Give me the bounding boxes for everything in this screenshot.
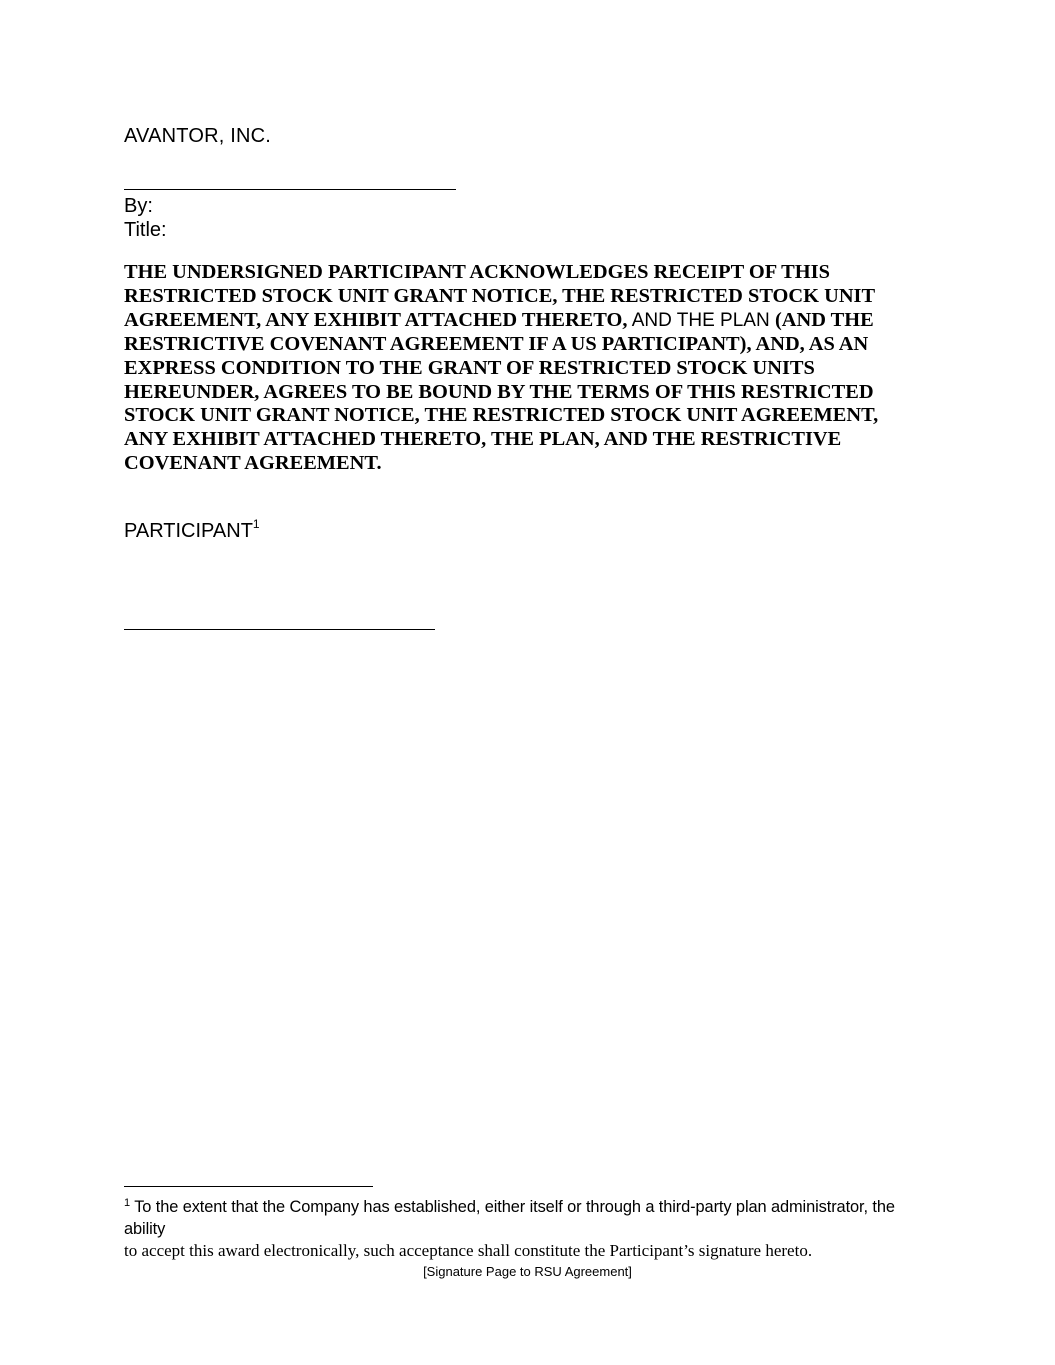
page-footer: [Signature Page to RSU Agreement] <box>423 1264 632 1279</box>
acknowledgement-text-part2: AND THE PLAN <box>627 309 775 331</box>
title-label: Title: <box>124 219 167 241</box>
company-signature-line <box>124 189 456 190</box>
participant-label <box>124 517 260 543</box>
footnote <box>124 1196 934 1261</box>
footnote-marker: 1 <box>124 1197 131 1209</box>
footnote-text-line1: To the extent that the Company has established, either itself or through a third-party plan administrator, the ability <box>124 1198 895 1238</box>
footnote-separator <box>124 1186 373 1187</box>
participant-label-text: PARTICIPANT <box>124 520 253 542</box>
acknowledgement-paragraph <box>124 261 924 476</box>
by-label: By: <box>124 195 153 217</box>
company-name: AVANTOR, INC. <box>124 125 272 147</box>
acknowledgement-text-part1: THE UNDERSIGNED PARTICIPANT ACKNOWLEDGES RECEIPT OF THIS RESTRICTED STOCK UNIT GRANT NOTICE, THE RESTRICTED STOCK UNIT AGREEMENT, ANY EXHIBIT ATTACHED THERETO, <box>124 261 875 331</box>
acknowledgement-text-part3: (AND THE RESTRICTIVE COVENANT AGREEMENT IF A US PARTICIPANT), AND, AS AN EXPRESS CONDITION TO THE GRANT OF RESTRICTED STOCK UNITS HEREUNDER, AGREES TO BE BOUND BY THE TERMS OF THIS RESTRICTED STOCK UNIT GRANT NOTICE, THE RESTRICTED STOCK UNIT AGREEMENT, ANY EXHIBIT ATTACHED THERETO, THE PLAN, AND THE RESTRICTIVE COVENANT AGREEMENT. <box>124 308 879 475</box>
footnote-text-line2: to accept this award electronically, such acceptance shall constitute the Participant’s signature hereto. <box>124 1241 813 1260</box>
footnote-reference[interactable]: 1 <box>252 517 260 531</box>
participant-signature-line <box>124 629 435 630</box>
